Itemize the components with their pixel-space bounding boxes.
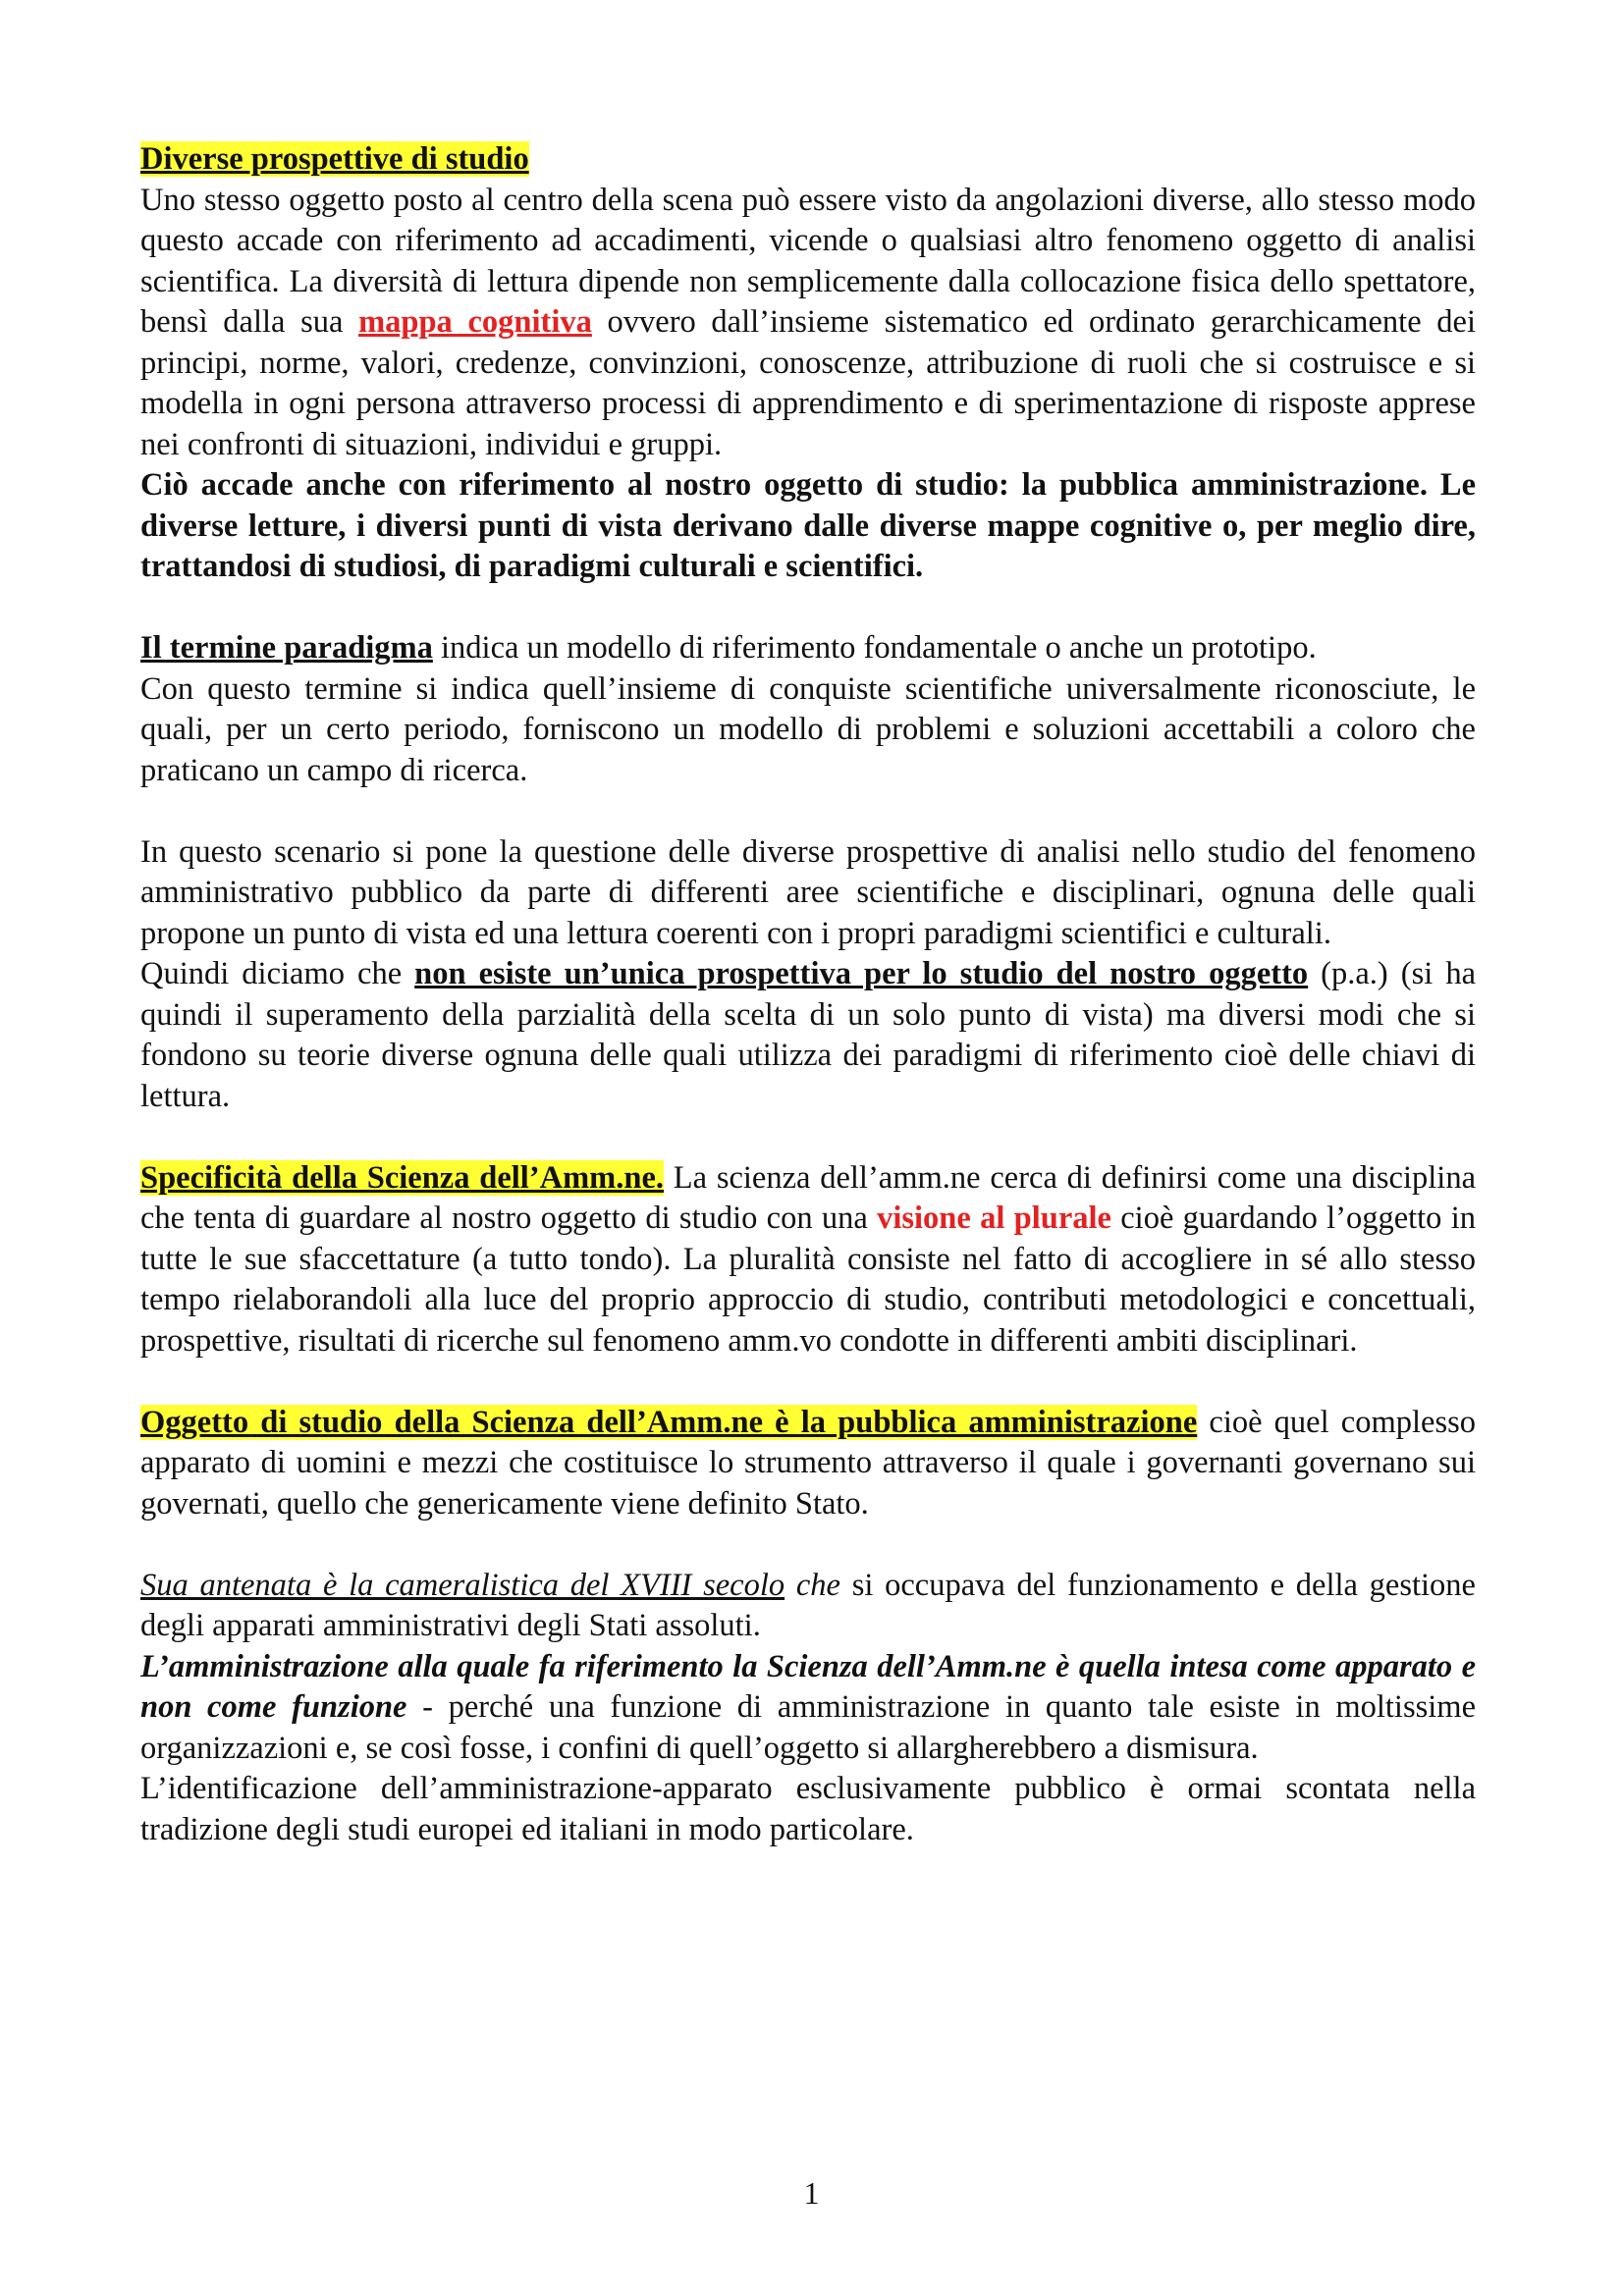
paragraph-mappa-cognitiva: Uno stesso oggetto posto al centro della scena può essere visto da angolazioni diverse, allo stesso modo questo accade con riferimento ad accadimenti, vicende o qualsiasi altro fenomeno oggetto di analisi scientifica. La diversità di lettura dipende non semplicemente dalla collocazione fisica dello spettatore, bensì dalla sua mappa cognitiva ovvero dall’insieme sistematico ed ordinato gerarchicamente dei principi, norme, valori, credenze, convinzioni, conoscenze, attribuzione di ruoli che si costruisce e si modella in ogni persona attraverso processi di apprendimento e di sperimentazione di risposte apprese nei confronti di situazioni, individui e gruppi.	[140, 182, 1476, 462]
spacer	[140, 588, 1476, 629]
term-paradigma: Il termine paradigma	[140, 630, 433, 666]
keyword-visione-plurale: visione al plurale	[877, 1201, 1111, 1236]
paragraph-identificazione: L’identificazione dell’amministrazione-apparato esclusivamente pubblico è ormai scontata nella tradizione degli studi europei ed italiani in modo particolare.	[140, 1771, 1476, 1847]
spacer	[140, 1362, 1476, 1403]
spacer	[140, 1524, 1476, 1566]
spacer	[140, 1117, 1476, 1158]
page-number: 1	[803, 2175, 820, 2211]
heading-highlight: Diverse prospettive di studio	[140, 141, 529, 177]
keyword-apparato: L’amministrazione alla quale fa riferimento la Scienza dell’Amm.ne è quella intesa come apparato e non come funzione	[140, 1648, 1476, 1725]
paragraph-scenario: In questo scenario si pone la questione delle diverse prospettive di analisi nello studio del fenomeno amministrativo pubblico da parte di differenti aree scientifiche e disciplinari, ognuna delle quali propone un punto di vista ed una lettura coerenti con i propri paradigmi scientifici e culturali.	[140, 833, 1476, 951]
paragraph-unica-prospettiva: Quindi diciamo che non esiste un’unica prospettiva per lo studio del nostro oggetto (p.a.) (si ha quindi il superamento della parzialità della scelta di un solo punto di vista) ma diversi modi che si fondono su teorie diverse ognuna delle quali utilizza dei paradigmi di riferimento cioè delle chiavi di lettura.	[140, 956, 1476, 1114]
keyword-unica-prospettiva: non esiste un’unica prospettiva per lo studio del nostro oggetto	[414, 956, 1309, 991]
heading-oggetto-studio: Oggetto di studio della Scienza dell’Amm.ne è la pubblica amministrazione	[140, 1404, 1198, 1440]
paragraph-paradigma-detail: Con questo termine si indica quell’insieme di conquiste scientifiche universalmente riconosciute, le quali, per un certo periodo, forniscono un modello di problemi e soluzioni accettabili a coloro che praticano un campo di ricerca.	[140, 670, 1476, 788]
keyword-cameralistica: Sua antenata è la cameralistica del XVIII secolo	[140, 1567, 785, 1603]
keyword-mappa-cognitiva: mappa cognitiva	[358, 304, 592, 340]
paragraph-pubblica-amministrazione: Ciò accade anche con riferimento al nostro oggetto di studio: la pubblica amministrazione. Le diverse letture, i diversi punti di vista derivano dalle diverse mappe cognitive o, per meglio dire, trattandosi di studiosi, di paradigmi culturali e scientifici.	[140, 467, 1476, 584]
paragraph-specificita: Specificità della Scienza dell’Amm.ne. La scienza dell’amm.ne cerca di definirsi come una disciplina che tenta di guardare al nostro oggetto di studio con una visione al plurale cioè guardando l’oggetto in tutte le sue sfaccettature (a tutto tondo). La pluralità consiste nel fatto di accogliere in sé allo stesso tempo rielaborandoli alla luce del proprio approccio di studio, contributi metodologici e concettuali, prospettive, risultati di ricerche sul fenomeno amm.vo condotte in differenti ambiti disciplinari.	[140, 1159, 1476, 1359]
heading-specificita: Specificità della Scienza dell’Amm.ne.	[140, 1159, 664, 1196]
paragraph-paradigma-definition: Il termine paradigma indica un modello di riferimento fondamentale o anche un prototipo.	[140, 630, 1317, 666]
paragraph-oggetto-studio: Oggetto di studio della Scienza dell’Amm.ne è la pubblica amministrazione cioè quel complesso apparato di uomini e mezzi che costituisce lo strumento attraverso il quale i governanti governano sui governati, quello che genericamente viene definito Stato.	[140, 1404, 1476, 1522]
section-heading-prospettive	[140, 139, 1476, 181]
paragraph-apparato-funzione: L’amministrazione alla quale fa riferimento la Scienza dell’Amm.ne è quella intesa come apparato e non come funzione - perché una funzione di amministrazione in quanto tale esiste in moltissime organizzazioni e, se così fosse, i confini di quell’oggetto si allargherebbero a dismisura.	[140, 1648, 1476, 1766]
spacer	[140, 791, 1476, 832]
paragraph-cameralistica: Sua antenata è la cameralistica del XVIII secolo che si occupava del funzionamento e della gestione degli apparati amministrativi degli Stati assoluti.	[140, 1567, 1476, 1643]
document-page	[140, 139, 1476, 1850]
